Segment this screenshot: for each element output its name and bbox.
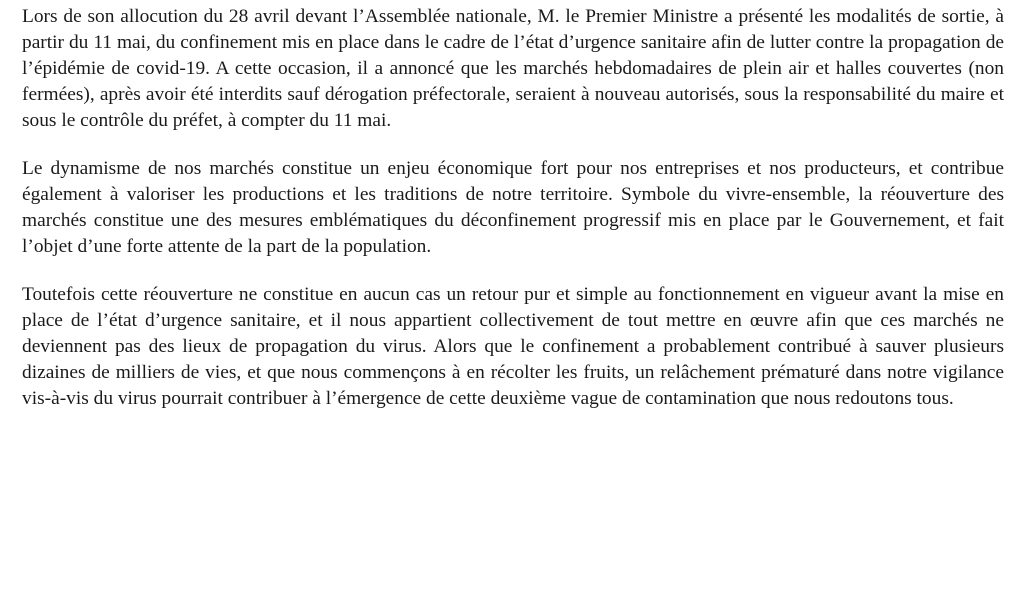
paragraph-dynamisme-marches: Le dynamisme de nos marchés constitue un enjeu économique fort pour nos entreprises et nos producteurs, et contribue également à valoriser les productions et les traditions de notre territoire. Symbole du vivre-ensemble, la réouverture des marchés constitue une des mesures emblématiques du déconfinement progressif mis en place par le Gouvernement, et fait l’objet d’une forte attente de la part de la population.	[22, 158, 1004, 257]
paragraph-allocution: Lors de son allocution du 28 avril devant l’Assemblée nationale, M. le Premier Ministre a présenté les modalités de sortie, à partir du 11 mai, du confinement mis en place dans le cadre de l’état d’urgence sanitaire afin de lutter contre la propagation de l’épidémie de covid-19. A cette occasion, il a annoncé que les marchés hebdomadaires de plein air et halles couvertes (non fermées), après avoir été interdits sauf dérogation préfectorale, seraient à nouveau autorisés, sous la responsabilité du maire et sous le contrôle du préfet, à compter du 11 mai.	[22, 6, 1004, 131]
paragraph-vigilance: Toutefois cette réouverture ne constitue en aucun cas un retour pur et simple au fonctionnement en vigueur avant la mise en place de l’état d’urgence sanitaire, et il nous appartient collectivement de tout mettre en œuvre afin que ces marchés ne deviennent pas des lieux de propagation du virus. Alors que le confinement a probablement contribué à sauver plusieurs dizaines de milliers de vies, et que nous commençons à en récolter les fruits, un relâchement prématuré dans notre vigilance vis-à-vis du virus pourrait contribuer à l’émergence de cette deuxième vague de contamination que nous redoutons tous.	[22, 284, 1004, 409]
